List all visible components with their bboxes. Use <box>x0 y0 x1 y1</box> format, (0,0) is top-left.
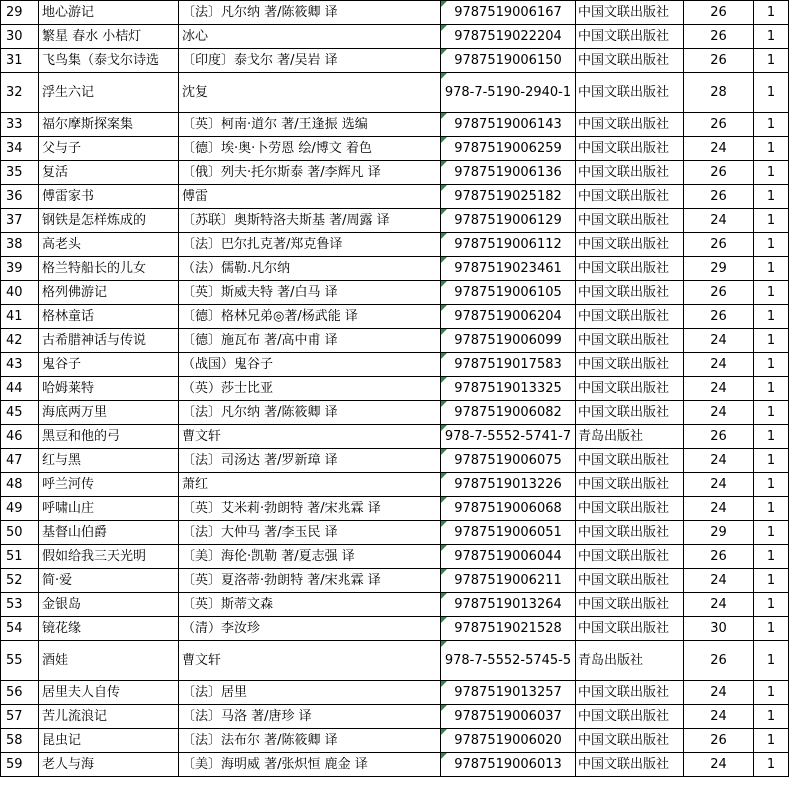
book-title-cell[interactable]: 福尔摩斯探案集 <box>39 113 179 137</box>
row-number-cell[interactable]: 52 <box>1 569 39 593</box>
price-cell[interactable]: 28 <box>684 73 754 113</box>
book-title-cell[interactable]: 父与子 <box>39 137 179 161</box>
table-row <box>1 753 789 777</box>
book-title-cell[interactable]: 呼啸山庄 <box>39 497 179 521</box>
table-row <box>1 161 789 185</box>
publisher-cell[interactable]: 中国文联出版社 <box>576 49 684 73</box>
book-title-cell[interactable]: 红与黑 <box>39 449 179 473</box>
quantity-cell[interactable]: 1 <box>754 569 789 593</box>
quantity-cell[interactable]: 1 <box>754 137 789 161</box>
price-cell[interactable]: 24 <box>684 497 754 521</box>
table-row <box>1 497 789 521</box>
table-row <box>1 209 789 233</box>
publisher-cell[interactable]: 中国文联出版社 <box>576 545 684 569</box>
quantity-cell[interactable]: 1 <box>754 73 789 113</box>
isbn-cell[interactable]: 9787519006143 <box>441 113 576 137</box>
book-title-cell[interactable]: 呼兰河传 <box>39 473 179 497</box>
price-cell[interactable]: 26 <box>684 161 754 185</box>
publisher-cell[interactable]: 中国文联出版社 <box>576 497 684 521</box>
quantity-cell[interactable]: 1 <box>754 401 789 425</box>
isbn-cell[interactable]: 9787519006068 <box>441 497 576 521</box>
quantity-cell[interactable]: 1 <box>754 353 789 377</box>
quantity-cell[interactable]: 1 <box>754 233 789 257</box>
book-title-cell[interactable]: 老人与海 <box>39 753 179 777</box>
publisher-cell[interactable]: 中国文联出版社 <box>576 401 684 425</box>
quantity-cell[interactable]: 1 <box>754 617 789 641</box>
price-cell[interactable]: 24 <box>684 137 754 161</box>
row-number-cell[interactable]: 57 <box>1 705 39 729</box>
isbn-cell[interactable]: 9787519021528 <box>441 617 576 641</box>
isbn-cell[interactable]: 9787519006167 <box>441 1 576 25</box>
author-cell[interactable]: 〔法〕法布尔 著/陈筱卿 译 <box>179 729 441 753</box>
book-title-cell[interactable]: 高老头 <box>39 233 179 257</box>
publisher-cell[interactable]: 中国文联出版社 <box>576 233 684 257</box>
row-number-cell[interactable]: 40 <box>1 281 39 305</box>
isbn-cell[interactable]: 9787519013257 <box>441 681 576 705</box>
quantity-cell[interactable]: 1 <box>754 641 789 681</box>
table-row <box>1 641 789 681</box>
price-cell[interactable]: 26 <box>684 729 754 753</box>
publisher-cell[interactable]: 中国文联出版社 <box>576 257 684 281</box>
publisher-cell[interactable]: 中国文联出版社 <box>576 185 684 209</box>
quantity-cell[interactable]: 1 <box>754 161 789 185</box>
author-cell[interactable]: 〔英〕斯威夫特 著/白马 译 <box>179 281 441 305</box>
author-cell[interactable]: 〔法〕马洛 著/唐珍 译 <box>179 705 441 729</box>
row-number-cell[interactable]: 38 <box>1 233 39 257</box>
row-number-cell[interactable]: 46 <box>1 425 39 449</box>
author-cell[interactable]: 〔英〕斯蒂文森 <box>179 593 441 617</box>
price-cell[interactable]: 26 <box>684 641 754 681</box>
book-title-cell[interactable]: 哈姆莱特 <box>39 377 179 401</box>
quantity-cell[interactable]: 1 <box>754 545 789 569</box>
table-row <box>1 593 789 617</box>
isbn-cell[interactable]: 9787519017583 <box>441 353 576 377</box>
isbn-cell[interactable]: 9787519013264 <box>441 593 576 617</box>
row-number-cell[interactable]: 51 <box>1 545 39 569</box>
book-title-cell[interactable]: 假如给我三天光明 <box>39 545 179 569</box>
price-cell[interactable]: 24 <box>684 401 754 425</box>
book-title-cell[interactable]: 海底两万里 <box>39 401 179 425</box>
isbn-cell[interactable]: 9787519025182 <box>441 185 576 209</box>
price-cell[interactable]: 24 <box>684 705 754 729</box>
author-cell[interactable]: 萧红 <box>179 473 441 497</box>
publisher-cell[interactable]: 中国文联出版社 <box>576 161 684 185</box>
price-cell[interactable]: 24 <box>684 209 754 233</box>
author-cell[interactable]: 〔英〕柯南·道尔 著/王逢振 选编 <box>179 113 441 137</box>
row-number-cell[interactable]: 54 <box>1 617 39 641</box>
author-cell[interactable]: （英）莎士比亚 <box>179 377 441 401</box>
isbn-cell[interactable]: 9787519022204 <box>441 25 576 49</box>
isbn-cell[interactable]: 9787519006105 <box>441 281 576 305</box>
author-cell[interactable]: 沈复 <box>179 73 441 113</box>
isbn-cell[interactable]: 9787519013226 <box>441 473 576 497</box>
table-row <box>1 305 789 329</box>
quantity-cell[interactable]: 1 <box>754 257 789 281</box>
row-number-cell[interactable]: 34 <box>1 137 39 161</box>
publisher-cell[interactable]: 中国文联出版社 <box>576 681 684 705</box>
publisher-cell[interactable]: 中国文联出版社 <box>576 593 684 617</box>
book-title-cell[interactable]: 格列佛游记 <box>39 281 179 305</box>
row-number-cell[interactable]: 55 <box>1 641 39 681</box>
row-number-cell[interactable]: 53 <box>1 593 39 617</box>
isbn-cell[interactable]: 9787519006136 <box>441 161 576 185</box>
quantity-cell[interactable]: 1 <box>754 25 789 49</box>
book-title-cell[interactable]: 金银岛 <box>39 593 179 617</box>
price-cell[interactable]: 26 <box>684 545 754 569</box>
row-number-cell[interactable]: 48 <box>1 473 39 497</box>
book-title-cell[interactable]: 简·爱 <box>39 569 179 593</box>
quantity-cell[interactable]: 1 <box>754 521 789 545</box>
table-body <box>1 1 789 777</box>
isbn-cell[interactable]: 9787519006150 <box>441 49 576 73</box>
row-number-cell[interactable]: 35 <box>1 161 39 185</box>
row-number-cell[interactable]: 43 <box>1 353 39 377</box>
book-title-cell[interactable]: 居里夫人自传 <box>39 681 179 705</box>
row-number-cell[interactable]: 39 <box>1 257 39 281</box>
row-number-cell[interactable]: 58 <box>1 729 39 753</box>
publisher-cell[interactable]: 中国文联出版社 <box>576 353 684 377</box>
isbn-cell[interactable]: 9787519006211 <box>441 569 576 593</box>
publisher-cell[interactable]: 中国文联出版社 <box>576 281 684 305</box>
row-number-cell[interactable]: 31 <box>1 49 39 73</box>
author-cell[interactable]: 曹文轩 <box>179 425 441 449</box>
price-cell[interactable]: 24 <box>684 593 754 617</box>
book-title-cell[interactable]: 黑豆和他的弓 <box>39 425 179 449</box>
isbn-cell[interactable]: 9787519006204 <box>441 305 576 329</box>
quantity-cell[interactable]: 1 <box>754 113 789 137</box>
table-row <box>1 729 789 753</box>
row-number-cell[interactable]: 59 <box>1 753 39 777</box>
row-number-cell[interactable]: 36 <box>1 185 39 209</box>
author-cell[interactable]: 〔德〕格林兄弟◎著/杨武能 译 <box>179 305 441 329</box>
row-number-cell[interactable]: 30 <box>1 25 39 49</box>
book-title-cell[interactable]: 鬼谷子 <box>39 353 179 377</box>
author-cell[interactable]: 傅雷 <box>179 185 441 209</box>
isbn-cell[interactable]: 9787519006020 <box>441 729 576 753</box>
author-cell[interactable]: 〔美〕海伦·凯勒 著/夏志强 译 <box>179 545 441 569</box>
book-title-cell[interactable]: 古希腊神话与传说 <box>39 329 179 353</box>
table-row <box>1 473 789 497</box>
book-title-cell[interactable]: 基督山伯爵 <box>39 521 179 545</box>
author-cell[interactable]: （清）李汝珍 <box>179 617 441 641</box>
row-number-cell[interactable]: 33 <box>1 113 39 137</box>
quantity-cell[interactable]: 1 <box>754 705 789 729</box>
isbn-cell[interactable]: 9787519006099 <box>441 329 576 353</box>
author-cell[interactable]: 〔美〕海明威 著/张炽恒 鹿金 译 <box>179 753 441 777</box>
table-row <box>1 353 789 377</box>
quantity-cell[interactable]: 1 <box>754 281 789 305</box>
publisher-cell[interactable]: 中国文联出版社 <box>576 521 684 545</box>
author-cell[interactable]: 〔苏联〕奥斯特洛夫斯基 著/周露 译 <box>179 209 441 233</box>
publisher-cell[interactable]: 中国文联出版社 <box>576 753 684 777</box>
publisher-cell[interactable]: 中国文联出版社 <box>576 73 684 113</box>
row-number-cell[interactable]: 56 <box>1 681 39 705</box>
author-cell[interactable]: 〔印度〕泰戈尔 著/吴岩 译 <box>179 49 441 73</box>
price-cell[interactable]: 26 <box>684 113 754 137</box>
table-row <box>1 329 789 353</box>
isbn-cell[interactable]: 9787519006075 <box>441 449 576 473</box>
publisher-cell[interactable]: 中国文联出版社 <box>576 329 684 353</box>
publisher-cell[interactable]: 青岛出版社 <box>576 641 684 681</box>
price-cell[interactable]: 26 <box>684 305 754 329</box>
table-row <box>1 425 789 449</box>
publisher-cell[interactable]: 中国文联出版社 <box>576 209 684 233</box>
price-cell[interactable]: 26 <box>684 233 754 257</box>
quantity-cell[interactable]: 1 <box>754 49 789 73</box>
author-cell[interactable]: 〔英〕艾米莉·勃朗特 著/宋兆霖 译 <box>179 497 441 521</box>
table-row <box>1 281 789 305</box>
author-cell[interactable]: 〔俄〕列夫·托尔斯泰 著/李辉凡 译 <box>179 161 441 185</box>
author-cell[interactable]: （战国）鬼谷子 <box>179 353 441 377</box>
isbn-cell[interactable]: 978-7-5552-5741-7 <box>441 425 576 449</box>
price-cell[interactable]: 24 <box>684 353 754 377</box>
table-row <box>1 1 789 25</box>
table-row <box>1 25 789 49</box>
table-row <box>1 401 789 425</box>
table-row <box>1 617 789 641</box>
table-row <box>1 681 789 705</box>
price-cell[interactable]: 24 <box>684 681 754 705</box>
publisher-cell[interactable]: 中国文联出版社 <box>576 1 684 25</box>
price-cell[interactable]: 29 <box>684 521 754 545</box>
book-title-cell[interactable]: 傅雷家书 <box>39 185 179 209</box>
author-cell[interactable]: 〔法〕凡尔纳 著/陈筱卿 译 <box>179 1 441 25</box>
price-cell[interactable]: 26 <box>684 49 754 73</box>
publisher-cell[interactable]: 中国文联出版社 <box>576 569 684 593</box>
quantity-cell[interactable]: 1 <box>754 425 789 449</box>
quantity-cell[interactable]: 1 <box>754 593 789 617</box>
quantity-cell[interactable]: 1 <box>754 449 789 473</box>
price-cell[interactable]: 26 <box>684 1 754 25</box>
book-title-cell[interactable]: 格林童话 <box>39 305 179 329</box>
quantity-cell[interactable]: 1 <box>754 1 789 25</box>
quantity-cell[interactable]: 1 <box>754 753 789 777</box>
price-cell[interactable]: 26 <box>684 281 754 305</box>
publisher-cell[interactable]: 中国文联出版社 <box>576 377 684 401</box>
table-row <box>1 545 789 569</box>
publisher-cell[interactable]: 中国文联出版社 <box>576 705 684 729</box>
table-row <box>1 185 789 209</box>
author-cell[interactable]: （法）儒勒.凡尔纳 <box>179 257 441 281</box>
table-row <box>1 449 789 473</box>
quantity-cell[interactable]: 1 <box>754 473 789 497</box>
table-row <box>1 257 789 281</box>
price-cell[interactable]: 24 <box>684 473 754 497</box>
quantity-cell[interactable]: 1 <box>754 681 789 705</box>
isbn-cell[interactable]: 9787519006037 <box>441 705 576 729</box>
book-title-cell[interactable]: 酒娃 <box>39 641 179 681</box>
price-cell[interactable]: 26 <box>684 425 754 449</box>
table-row <box>1 49 789 73</box>
publisher-cell[interactable]: 中国文联出版社 <box>576 25 684 49</box>
isbn-cell[interactable]: 9787519006013 <box>441 753 576 777</box>
isbn-cell[interactable]: 978-7-5190-2940-1 <box>441 73 576 113</box>
book-title-cell[interactable]: 钢铁是怎样炼成的 <box>39 209 179 233</box>
isbn-cell[interactable]: 9787519006044 <box>441 545 576 569</box>
publisher-cell[interactable]: 青岛出版社 <box>576 425 684 449</box>
price-cell[interactable]: 24 <box>684 329 754 353</box>
author-cell[interactable]: 〔法〕居里 <box>179 681 441 705</box>
table-row <box>1 73 789 113</box>
row-number-cell[interactable]: 29 <box>1 1 39 25</box>
isbn-cell[interactable]: 9787519006082 <box>441 401 576 425</box>
publisher-cell[interactable]: 中国文联出版社 <box>576 305 684 329</box>
row-number-cell[interactable]: 32 <box>1 73 39 113</box>
table-row <box>1 521 789 545</box>
book-title-cell[interactable]: 镜花缘 <box>39 617 179 641</box>
author-cell[interactable]: 〔德〕施瓦布 著/高中甫 译 <box>179 329 441 353</box>
quantity-cell[interactable]: 1 <box>754 377 789 401</box>
author-cell[interactable]: 〔德〕埃·奥·卜劳恩 绘/博文 着色 <box>179 137 441 161</box>
row-number-cell[interactable]: 50 <box>1 521 39 545</box>
row-number-cell[interactable]: 42 <box>1 329 39 353</box>
quantity-cell[interactable]: 1 <box>754 209 789 233</box>
book-title-cell[interactable]: 格兰特船长的儿女 <box>39 257 179 281</box>
row-number-cell[interactable]: 44 <box>1 377 39 401</box>
publisher-cell[interactable]: 中国文联出版社 <box>576 617 684 641</box>
table-row <box>1 113 789 137</box>
quantity-cell[interactable]: 1 <box>754 329 789 353</box>
price-cell[interactable]: 26 <box>684 25 754 49</box>
book-title-cell[interactable]: 苦儿流浪记 <box>39 705 179 729</box>
book-title-cell[interactable]: 繁星 春水 小桔灯 <box>39 25 179 49</box>
price-cell[interactable]: 24 <box>684 569 754 593</box>
isbn-cell[interactable]: 9787519006051 <box>441 521 576 545</box>
row-number-cell[interactable]: 41 <box>1 305 39 329</box>
row-number-cell[interactable]: 49 <box>1 497 39 521</box>
book-title-cell[interactable]: 昆虫记 <box>39 729 179 753</box>
price-cell[interactable]: 24 <box>684 753 754 777</box>
author-cell[interactable]: 〔英〕夏洛蒂·勃朗特 著/宋兆霖 译 <box>179 569 441 593</box>
quantity-cell[interactable]: 1 <box>754 497 789 521</box>
quantity-cell[interactable]: 1 <box>754 305 789 329</box>
table-row <box>1 233 789 257</box>
row-number-cell[interactable]: 37 <box>1 209 39 233</box>
price-cell[interactable]: 24 <box>684 377 754 401</box>
quantity-cell[interactable]: 1 <box>754 185 789 209</box>
publisher-cell[interactable]: 中国文联出版社 <box>576 113 684 137</box>
table-row <box>1 377 789 401</box>
book-title-cell[interactable]: 飞鸟集（泰戈尔诗选 <box>39 49 179 73</box>
author-cell[interactable]: 曹文轩 <box>179 641 441 681</box>
price-cell[interactable]: 29 <box>684 257 754 281</box>
author-cell[interactable]: 冰心 <box>179 25 441 49</box>
publisher-cell[interactable]: 中国文联出版社 <box>576 473 684 497</box>
publisher-cell[interactable]: 中国文联出版社 <box>576 449 684 473</box>
price-cell[interactable]: 24 <box>684 449 754 473</box>
publisher-cell[interactable]: 中国文联出版社 <box>576 137 684 161</box>
book-title-cell[interactable]: 地心游记 <box>39 1 179 25</box>
author-cell[interactable]: 〔法〕司汤达 著/罗新璋 译 <box>179 449 441 473</box>
quantity-cell[interactable]: 1 <box>754 729 789 753</box>
author-cell[interactable]: 〔法〕大仲马 著/李玉民 译 <box>179 521 441 545</box>
book-title-cell[interactable]: 浮生六记 <box>39 73 179 113</box>
isbn-cell[interactable]: 9787519006259 <box>441 137 576 161</box>
price-cell[interactable]: 30 <box>684 617 754 641</box>
price-cell[interactable]: 26 <box>684 185 754 209</box>
isbn-cell[interactable]: 978-7-5552-5745-5 <box>441 641 576 681</box>
isbn-cell[interactable]: 9787519023461 <box>441 257 576 281</box>
isbn-cell[interactable]: 9787519006129 <box>441 209 576 233</box>
table-row <box>1 137 789 161</box>
isbn-cell[interactable]: 9787519013325 <box>441 377 576 401</box>
author-cell[interactable]: 〔法〕凡尔纳 著/陈筱卿 译 <box>179 401 441 425</box>
row-number-cell[interactable]: 45 <box>1 401 39 425</box>
book-title-cell[interactable]: 复活 <box>39 161 179 185</box>
author-cell[interactable]: 〔法〕巴尔扎克著/郑克鲁译 <box>179 233 441 257</box>
isbn-cell[interactable]: 9787519006112 <box>441 233 576 257</box>
table-row <box>1 705 789 729</box>
row-number-cell[interactable]: 47 <box>1 449 39 473</box>
table-row <box>1 569 789 593</box>
publisher-cell[interactable]: 中国文联出版社 <box>576 729 684 753</box>
